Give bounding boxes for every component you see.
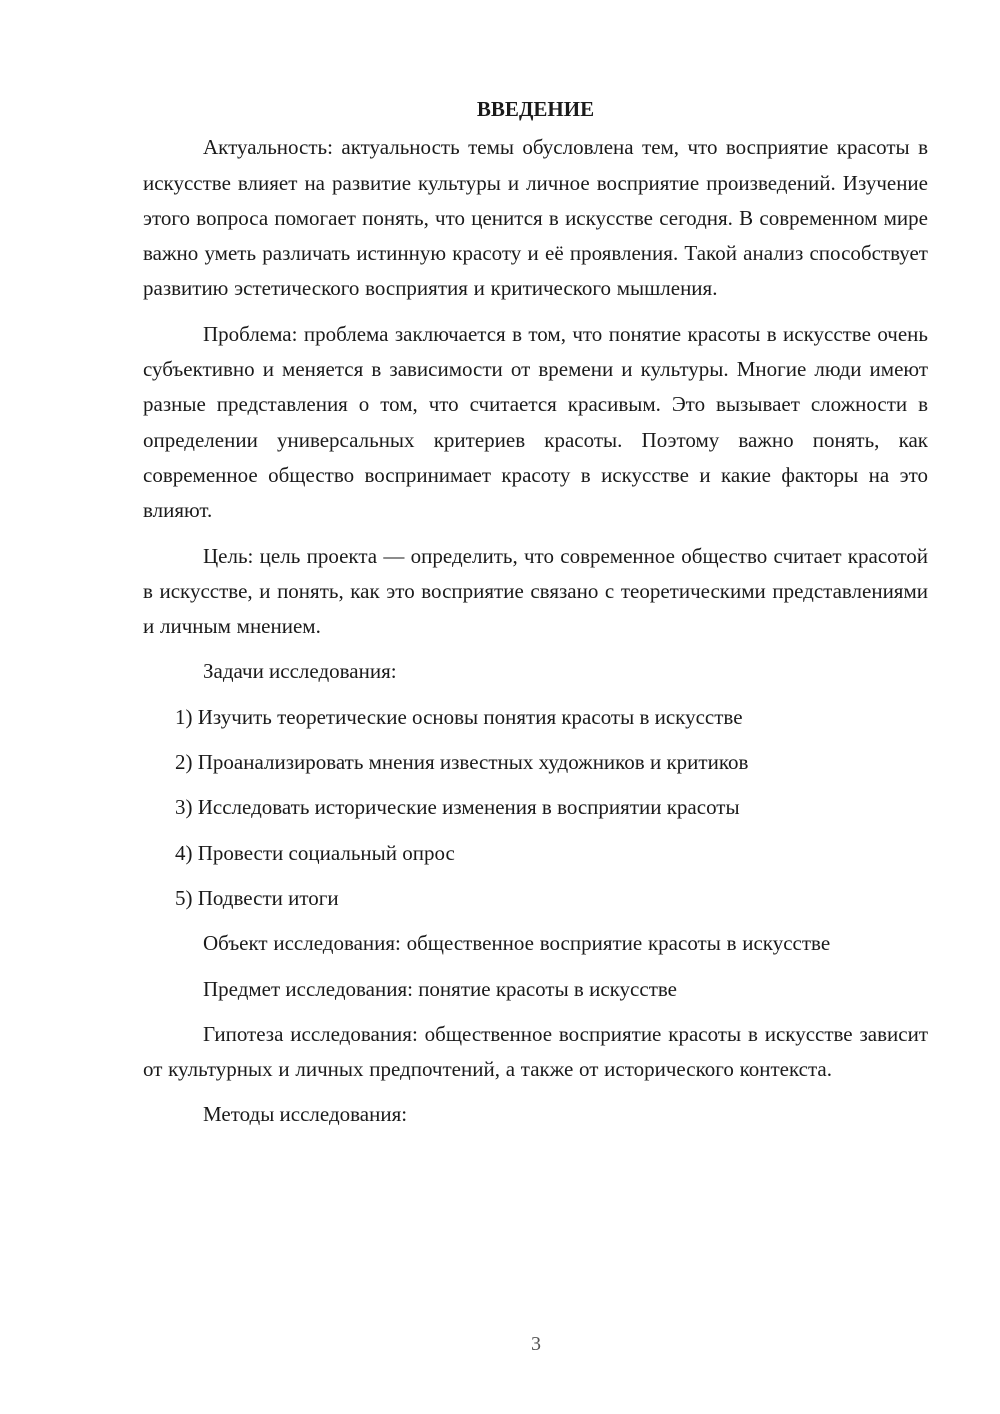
paragraph-hypothesis: Гипотеза исследования: общественное восприятие красоты в искусстве зависит от культурных и личных предпочтений, а также от исторического контекста. [143,1021,928,1082]
tasks-heading: Задачи исследования: [203,659,397,684]
list-item: 1) Изучить теоретические основы понятия красоты в искусстве [175,704,743,729]
paragraph-relevance: Актуальность: актуальность темы обусловлена тем, что восприятие красоты в искусстве влияет на развитие культуры и личное восприятие произведений. Изучение этого вопроса помогает понять, что ценится в искусстве сегодня. В современном мире важно уметь различать истинную красоту и её проявления. Такой анализ способствует развитию эстетического восприятия и критического мышления. [143,135,928,301]
methods-heading: Методы исследования: [203,1102,408,1127]
list-item: 2) Проанализировать мнения известных художников и критиков [175,750,749,775]
list-item: 5) Подвести итоги [175,885,339,910]
page-number: 3 [531,1333,541,1355]
tasks-list [143,700,928,916]
paragraph-subject: Предмет исследования: понятие красоты в искусстве [203,976,677,1001]
page-content [143,92,928,1143]
paragraph-object: Объект исследования: общественное восприятие красоты в искусстве [203,931,831,956]
list-item: 4) Провести социальный опрос [175,840,455,865]
paragraph-goal: Цель: цель проекта — определить, что современное общество считает красотой в искусстве, и понять, как это восприятие связано с теоретическими представлениями и личным мнением. [143,543,928,639]
paragraph-problem: Проблема: проблема заключается в том, что понятие красоты в искусстве очень субъективно и меняется в зависимости от времени и культуры. Многие люди имеют разные представления о том, что считается красивым. Это вызывает сложности в определении универсальных критериев красоты. Поэтому важно понять, как современное общество воспринимает красоту в искусстве и какие факторы на это влияют. [143,321,928,523]
list-item: 3) Исследовать исторические изменения в восприятии красоты [175,795,740,820]
page-title: ВВЕДЕНИЕ [476,97,595,121]
